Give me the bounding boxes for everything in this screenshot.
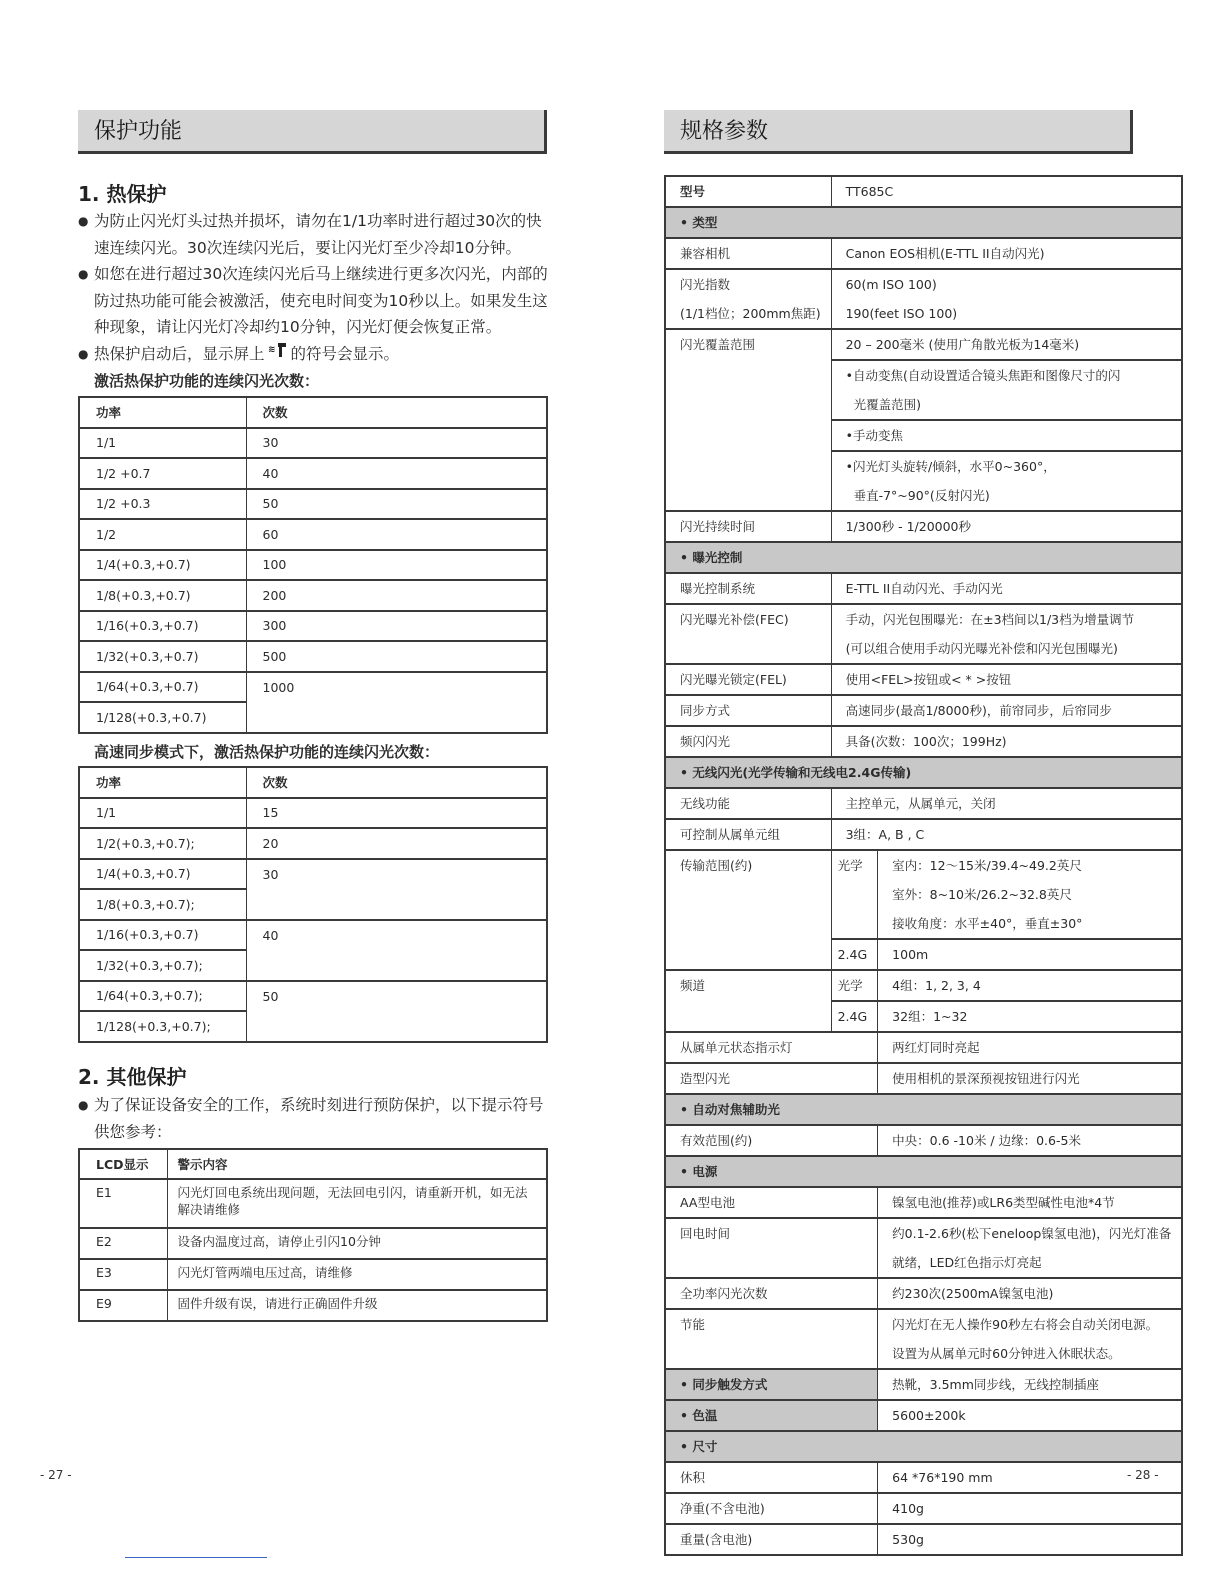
power-cell: 1/64(+0.3,+0.7); (79, 981, 246, 1012)
power-cell: 1/8(+0.3,+0.7) (79, 580, 246, 611)
spec-row (665, 1524, 1182, 1555)
spec-value: •手动变焦 (831, 420, 1182, 451)
spec-row (665, 695, 1182, 726)
table-row (79, 672, 547, 703)
spec-row (665, 1493, 1182, 1524)
spec-value (878, 850, 1183, 939)
spec-value: TT685C (831, 176, 1182, 207)
section-header-protection: 保护功能 (78, 110, 547, 154)
spec-row (665, 788, 1182, 819)
category-row (665, 207, 1182, 238)
spec-value: 32组：1~32 (878, 1001, 1183, 1032)
spec-value: 100m (878, 939, 1183, 970)
power-cell: 1/2 (79, 519, 246, 550)
spec-row (665, 850, 1182, 939)
spec-row (665, 604, 1182, 664)
spec-row (665, 1187, 1182, 1218)
table-row (79, 550, 547, 581)
table-row (79, 489, 547, 520)
power-cell: 1/4(+0.3,+0.7) (79, 550, 246, 581)
category-row (665, 1094, 1182, 1125)
spec-key: 兼容相机 (665, 238, 831, 269)
count-cell: 30 (246, 428, 547, 459)
power-cell: 1/32(+0.3,+0.7) (79, 641, 246, 672)
spec-value-line: 就绪，LED红色指示灯亮起 (892, 1255, 1042, 1270)
spec-row (665, 1125, 1182, 1156)
bullet-3-pre: 热保护启动后，显示屏上 (94, 345, 265, 363)
spec-key: 有效范围(约) (665, 1125, 878, 1156)
spec-subkey: 2.4G (831, 1001, 878, 1032)
spec-key: 闪光曝光补偿(FEC) (665, 604, 831, 664)
power-cell: 1/128(+0.3,+0.7) (79, 702, 246, 733)
spec-key: 闪光持续时间 (665, 511, 831, 542)
warning-text: 设备内温度过高，请停止引闪10分钟 (167, 1228, 547, 1259)
spec-value: 热靴，3.5mm同步线，无线控制插座 (878, 1369, 1183, 1400)
count-cell: 20 (246, 828, 547, 859)
warning-text: 闪光灯管两端电压过高，请维修 (167, 1259, 547, 1290)
power-cell: 1/2(+0.3,+0.7); (79, 828, 246, 859)
count-cell: 1000 (246, 672, 547, 733)
count-cell: 30 (246, 859, 547, 920)
spec-row (665, 238, 1182, 269)
spec-row (665, 511, 1182, 542)
spec-row (665, 1218, 1182, 1278)
spec-subkey: 光学 (831, 970, 878, 1001)
table2-title: 高速同步模式下，激活热保护功能的连续闪光次数： (94, 743, 440, 761)
power-cell: 1/128(+0.3,+0.7); (79, 1011, 246, 1042)
table-header-row (79, 397, 547, 428)
spec-value (831, 604, 1182, 664)
count-cell: 200 (246, 580, 547, 611)
spec-value-line: 60(m ISO 100) (845, 277, 937, 292)
spec-value: 530g (878, 1524, 1183, 1555)
spec-row (665, 970, 1182, 1001)
spec-value: 1/300秒 - 1/20000秒 (831, 511, 1182, 542)
warning-text: 闪光灯回电系统出现问题，无法回电引闪，请重新开机，如无法解决请维修 (167, 1179, 547, 1228)
page-number-right: - 28 - (1127, 1468, 1159, 1482)
spec-key: 净重(不含电池) (665, 1493, 878, 1524)
spec-key: 曝光控制系统 (665, 573, 831, 604)
spec-value (831, 360, 1182, 420)
power-cell: 1/16(+0.3,+0.7) (79, 611, 246, 642)
spec-value: 高速同步(最高1/8000秒)，前帘同步，后帘同步 (831, 695, 1182, 726)
spec-value-line: 光覆盖范围) (853, 397, 921, 412)
power-cell: 1/2 +0.7 (79, 458, 246, 489)
spec-key: 从属单元状态指示灯 (665, 1032, 878, 1063)
count-cell: 60 (246, 519, 547, 550)
count-cell: 40 (246, 458, 547, 489)
table-row (79, 1290, 547, 1321)
power-cell: 1/1 (79, 428, 246, 459)
spec-value-line: •自动变焦(自动设置适合镜头焦距和图像尺寸的闪 (845, 368, 1121, 383)
table-row (79, 580, 547, 611)
category-label: • 曝光控制 (665, 542, 1182, 573)
spec-subkey: 光学 (831, 850, 878, 939)
spec-value: 3组：A, B , C (831, 819, 1182, 850)
table-header-row (79, 1149, 547, 1179)
svg-text:≋: ≋ (267, 345, 276, 355)
power-cell: 1/2 +0.3 (79, 489, 246, 520)
spec-value-line: 190(feet ISO 100) (845, 306, 958, 321)
spec-value-line: 闪光灯在无人操作90秒左右将会自动关闭电源。 (892, 1317, 1159, 1332)
spec-row (665, 1032, 1182, 1063)
category-row (665, 542, 1182, 573)
other-protection-title: 2. 其他保护 (78, 1065, 187, 1089)
heat-protection-icon (268, 341, 288, 368)
table-row (79, 859, 547, 890)
spec-value: 镍氢电池(推荐)或LR6类型碱性电池*4节 (878, 1187, 1183, 1218)
spec-key: 回电时间 (665, 1218, 878, 1278)
spec-key (665, 269, 831, 329)
header-count: 次数 (246, 397, 547, 428)
header-warning: 警示内容 (167, 1149, 547, 1179)
table-row (79, 920, 547, 951)
spec-row (665, 1369, 1182, 1400)
spec-row (665, 269, 1182, 329)
power-cell: 1/32(+0.3,+0.7); (79, 950, 246, 981)
power-cell: 1/64(+0.3,+0.7) (79, 672, 246, 703)
count-cell: 50 (246, 489, 547, 520)
spec-row (665, 176, 1182, 207)
category-label: • 自动对焦辅助光 (665, 1094, 1182, 1125)
category-label: • 电源 (665, 1156, 1182, 1187)
category-label: • 色温 (665, 1400, 878, 1431)
table-row (79, 981, 547, 1012)
count-cell: 15 (246, 798, 547, 829)
spec-key: 重量(含电池) (665, 1524, 878, 1555)
category-row (665, 1431, 1182, 1462)
spec-row (665, 1462, 1182, 1493)
spec-value (878, 1218, 1183, 1278)
table-row (79, 1259, 547, 1290)
header-power: 功率 (79, 767, 246, 798)
spec-value-line: 接收角度：水平±40°，垂直±30° (892, 916, 1083, 931)
spec-key: 休积 (665, 1462, 878, 1493)
count-cell: 40 (246, 920, 547, 981)
spec-value-line: 约0.1-2.6秒(松下eneloop镍氢电池)，闪光灯准备 (892, 1226, 1172, 1241)
hss-thermal-table (78, 766, 548, 1043)
spec-value: Canon EOS相机(E-TTL II自动闪光) (831, 238, 1182, 269)
spec-value: 5600±200k (878, 1400, 1183, 1431)
category-row (665, 1156, 1182, 1187)
bullet-1: ● 为防止闪光灯头过热并损坏，请勿在1/1功率时进行超过30次的快速连续闪光。30次连续闪光后，要让闪光灯至少冷却10分钟。 (78, 208, 548, 261)
spec-key: 无线功能 (665, 788, 831, 819)
spec-row (665, 726, 1182, 757)
spec-row (665, 1278, 1182, 1309)
count-cell: 500 (246, 641, 547, 672)
spec-row (665, 664, 1182, 695)
thermal-table (78, 396, 548, 734)
warning-table (78, 1148, 548, 1322)
spec-value: 主控单元，从属单元，关闭 (831, 788, 1182, 819)
spec-key-line: (1/1档位；200mm焦距) (680, 306, 821, 321)
table-header-row (79, 767, 547, 798)
spec-key-line: 闪光指数 (680, 277, 731, 292)
spec-table (664, 175, 1183, 1556)
bullet-3 (78, 341, 548, 368)
spec-value: 使用相机的景深预视按钮进行闪光 (878, 1063, 1183, 1094)
bullet-2: ● 如您在进行超过30次连续闪光后马上继续进行更多次闪光，内部的防过热功能可能会被激活，使充电时间变为10秒以上。如果发生这种现象，请让闪光灯冷却约10分钟，闪光灯便会恢复正常。 (78, 261, 548, 341)
spec-value-line: 室外：8~10米/26.2~32.8英尺 (892, 887, 1072, 902)
header-lcd: LCD显示 (79, 1149, 167, 1179)
header-power: 功率 (79, 397, 246, 428)
spec-value-line: •闪光灯头旋转/倾斜，水平0~360°， (845, 459, 1056, 474)
spec-value: 具备(次数：100次；199Hz) (831, 726, 1182, 757)
spec-key: 同步方式 (665, 695, 831, 726)
spec-value-line: 手动，闪光包围曝光：在±3档间以1/3档为增量调节 (845, 612, 1135, 627)
other-protection-bullet: ● 为了保证设备安全的工作，系统时刻进行预防保护，以下提示符号供您参考： (78, 1092, 548, 1145)
count-cell: 300 (246, 611, 547, 642)
table-row (79, 1179, 547, 1228)
category-label: • 无线闪光(光学传输和无线电2.4G传输) (665, 757, 1182, 788)
spec-value-line: 室内：12～15米/39.4~49.2英尺 (892, 858, 1082, 873)
spec-value: 64 *76*190 mm (878, 1462, 1183, 1493)
spec-value (831, 451, 1182, 511)
category-label: • 类型 (665, 207, 1182, 238)
spec-value: E-TTL II自动闪光、手动闪光 (831, 573, 1182, 604)
heat-protection-title: 1. 热保护 (78, 182, 167, 206)
spec-row (665, 1063, 1182, 1094)
spec-value-line: (可以组合使用手动闪光曝光补偿和闪光包围曝光) (845, 641, 1118, 656)
power-cell: 1/8(+0.3,+0.7); (79, 889, 246, 920)
spec-value: 约230次(2500mA镍氢电池) (878, 1278, 1183, 1309)
footer-divider (125, 1557, 267, 1558)
power-cell: 1/1 (79, 798, 246, 829)
lcd-code: E3 (79, 1259, 167, 1290)
lcd-code: E2 (79, 1228, 167, 1259)
power-cell: 1/16(+0.3,+0.7) (79, 920, 246, 951)
table1-title: 激活热保护功能的连续闪光次数： (94, 372, 320, 390)
table-row (79, 798, 547, 829)
spec-key: 传输范围(约) (665, 850, 831, 970)
category-label: • 尺寸 (665, 1431, 1182, 1462)
header-count: 次数 (246, 767, 547, 798)
table-row (79, 641, 547, 672)
spec-value: 410g (878, 1493, 1183, 1524)
spec-key: 造型闪光 (665, 1063, 878, 1094)
spec-key: 全功率闪光次数 (665, 1278, 878, 1309)
spec-key: 可控制从属单元组 (665, 819, 831, 850)
category-label: • 同步触发方式 (665, 1369, 878, 1400)
count-cell: 50 (246, 981, 547, 1042)
table-row (79, 611, 547, 642)
spec-key: 频闪闪光 (665, 726, 831, 757)
spec-value: 两红灯同时亮起 (878, 1032, 1183, 1063)
spec-row (665, 329, 1182, 360)
table-row (79, 1228, 547, 1259)
table-row (79, 428, 547, 459)
spec-value: 中央：0.6 -10米 / 边缘：0.6-5米 (878, 1125, 1183, 1156)
spec-row (665, 573, 1182, 604)
count-cell: 100 (246, 550, 547, 581)
spec-value: 20 – 200毫米 (使用广角散光板为14毫米) (831, 329, 1182, 360)
spec-value-line: 垂直-7°~90°(反射闪光) (853, 488, 990, 503)
spec-row (665, 1309, 1182, 1369)
spec-value (831, 269, 1182, 329)
table-row (79, 519, 547, 550)
table-row (79, 828, 547, 859)
spec-key: AA型电池 (665, 1187, 878, 1218)
spec-key: 型号 (665, 176, 831, 207)
spec-value-line: 设置为从属单元时60分钟进入休眠状态。 (892, 1346, 1121, 1361)
spec-key: 闪光曝光锁定(FEL) (665, 664, 831, 695)
lcd-code: E1 (79, 1179, 167, 1228)
spec-row (665, 819, 1182, 850)
spec-key: 频道 (665, 970, 831, 1032)
category-row (665, 757, 1182, 788)
lcd-code: E9 (79, 1290, 167, 1321)
bullet-3-post: 的符号会显示。 (290, 345, 400, 363)
section-header-specs: 规格参数 (664, 110, 1133, 154)
spec-key: 闪光覆盖范围 (665, 329, 831, 511)
power-cell: 1/4(+0.3,+0.7) (79, 859, 246, 890)
page-number-left: - 27 - (40, 1468, 72, 1482)
spec-value: 4组：1, 2, 3, 4 (878, 970, 1183, 1001)
warning-text: 固件升级有误，请进行正确固件升级 (167, 1290, 547, 1321)
spec-value (878, 1309, 1183, 1369)
spec-key: 节能 (665, 1309, 878, 1369)
spec-row (665, 1400, 1182, 1431)
spec-subkey: 2.4G (831, 939, 878, 970)
table-row (79, 458, 547, 489)
spec-value: 使用<FEL>按钮或< * >按钮 (831, 664, 1182, 695)
